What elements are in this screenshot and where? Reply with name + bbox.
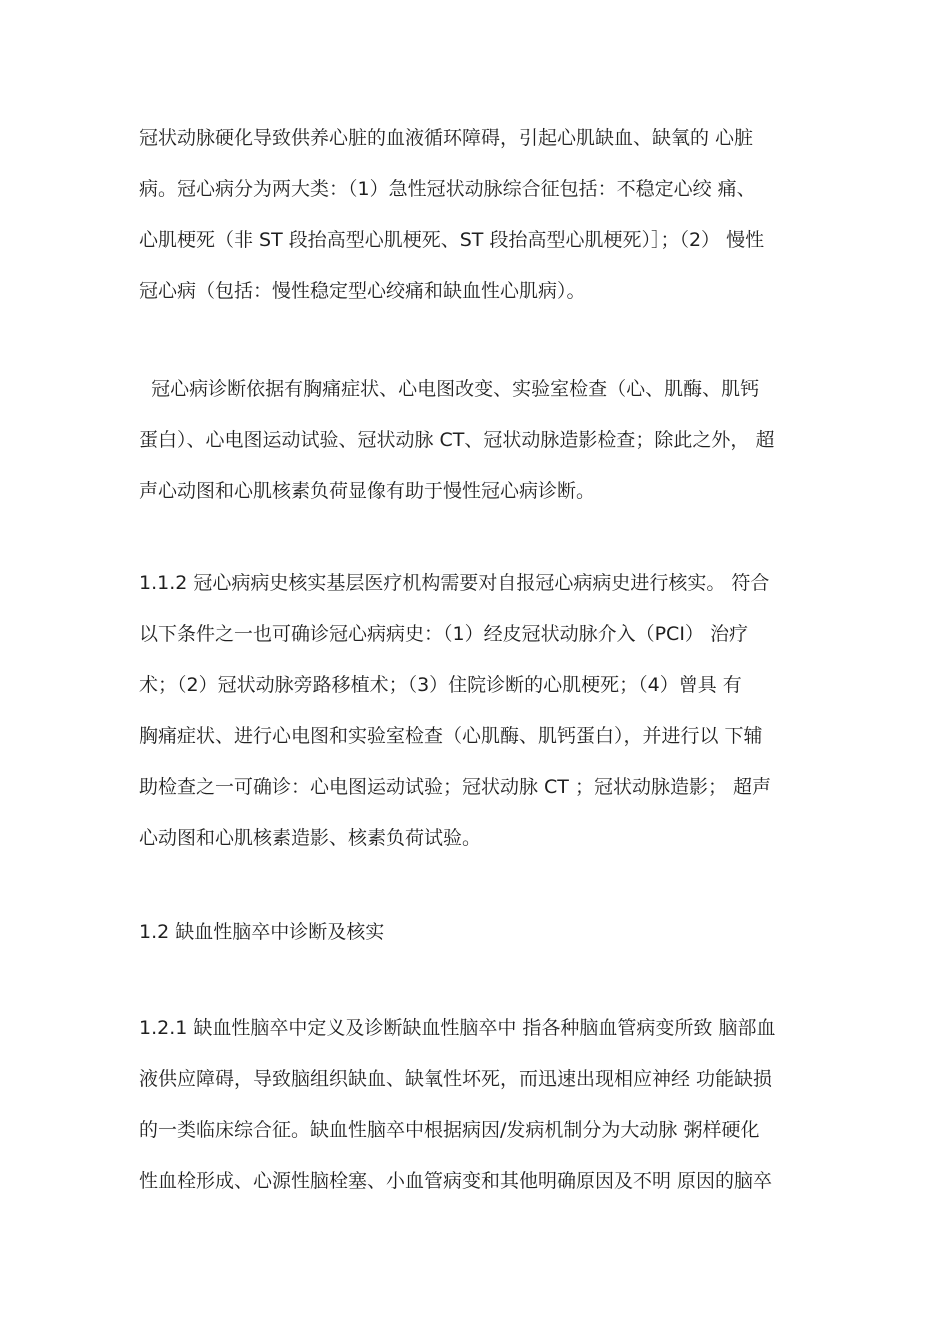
text-line: 液供应障碍，导致脑组织缺血、缺氧性坏死，而迅速出现相应神经 功能缺损 [139,1068,773,1090]
text-line: 1.2.1 缺血性脑卒中定义及诊断缺血性脑卒中 指各种脑血管病变所致 脑部血 [139,1017,776,1039]
text-line: 冠心病诊断依据有胸痛症状、心电图改变、实验室检查（心、肌酶、肌钙 [139,378,760,400]
paragraph-coronary-diagnosis [139,364,822,517]
text-line: 病。冠心病分为两大类：（1）急性冠状动脉综合征包括：不稳定心绞 痛、 [139,178,756,200]
text-line: 1.1.2 冠心病病史核实基层医疗机构需要对自报冠心病病史进行核实。 符合 [139,572,770,594]
section-heading: 1.2 缺血性脑卒中诊断及核实 [139,921,385,943]
text-line: 以下条件之一也可确诊冠心病病史：（1）经皮冠状动脉介入（PCI） 治疗 [139,623,748,645]
text-line: 性血栓形成、心源性脑栓塞、小血管病变和其他明确原因及不明 原因的脑卒 [139,1170,773,1192]
text-line: 声心动图和心肌核素负荷显像有助于慢性冠心病诊断。 [139,480,596,502]
text-line: 冠状动脉硬化导致供养心脏的血液循环障碍，引起心肌缺血、缺氧的 心脏 [139,127,754,149]
paragraph-coronary-definition [139,113,822,317]
text-line: 心动图和心肌核素造影、核素负荷试验。 [139,827,482,849]
paragraph-ischemic-stroke [139,1003,822,1207]
text-line: 的一类临床综合征。缺血性脑卒中根据病因/发病机制分为大动脉 粥样硬化 [139,1119,760,1141]
text-line: 术；（2）冠状动脉旁路移植术；（3）住院诊断的心肌梗死；（4）曾具 有 [139,674,742,696]
text-line: 心肌梗死（非 ST 段抬高型心肌梗死、ST 段抬高型心肌梗死）］；（2） 慢性 [139,229,765,251]
text-line: 胸痛症状、进行心电图和实验室检查（心肌酶、肌钙蛋白），并进行以 下辅 [139,725,763,747]
paragraph-coronary-history [139,558,822,864]
text-line: 冠心病（包括：慢性稳定型心绞痛和缺血性心肌病）。 [139,280,586,302]
text-line: 蛋白）、心电图运动试验、冠状动脉 CT、冠状动脉造影检查；除此之外， 超 [139,429,775,451]
text-line: 助检查之一可确诊：心电图运动试验；冠状动脉 CT ；冠状动脉造影； 超声 [139,776,771,798]
